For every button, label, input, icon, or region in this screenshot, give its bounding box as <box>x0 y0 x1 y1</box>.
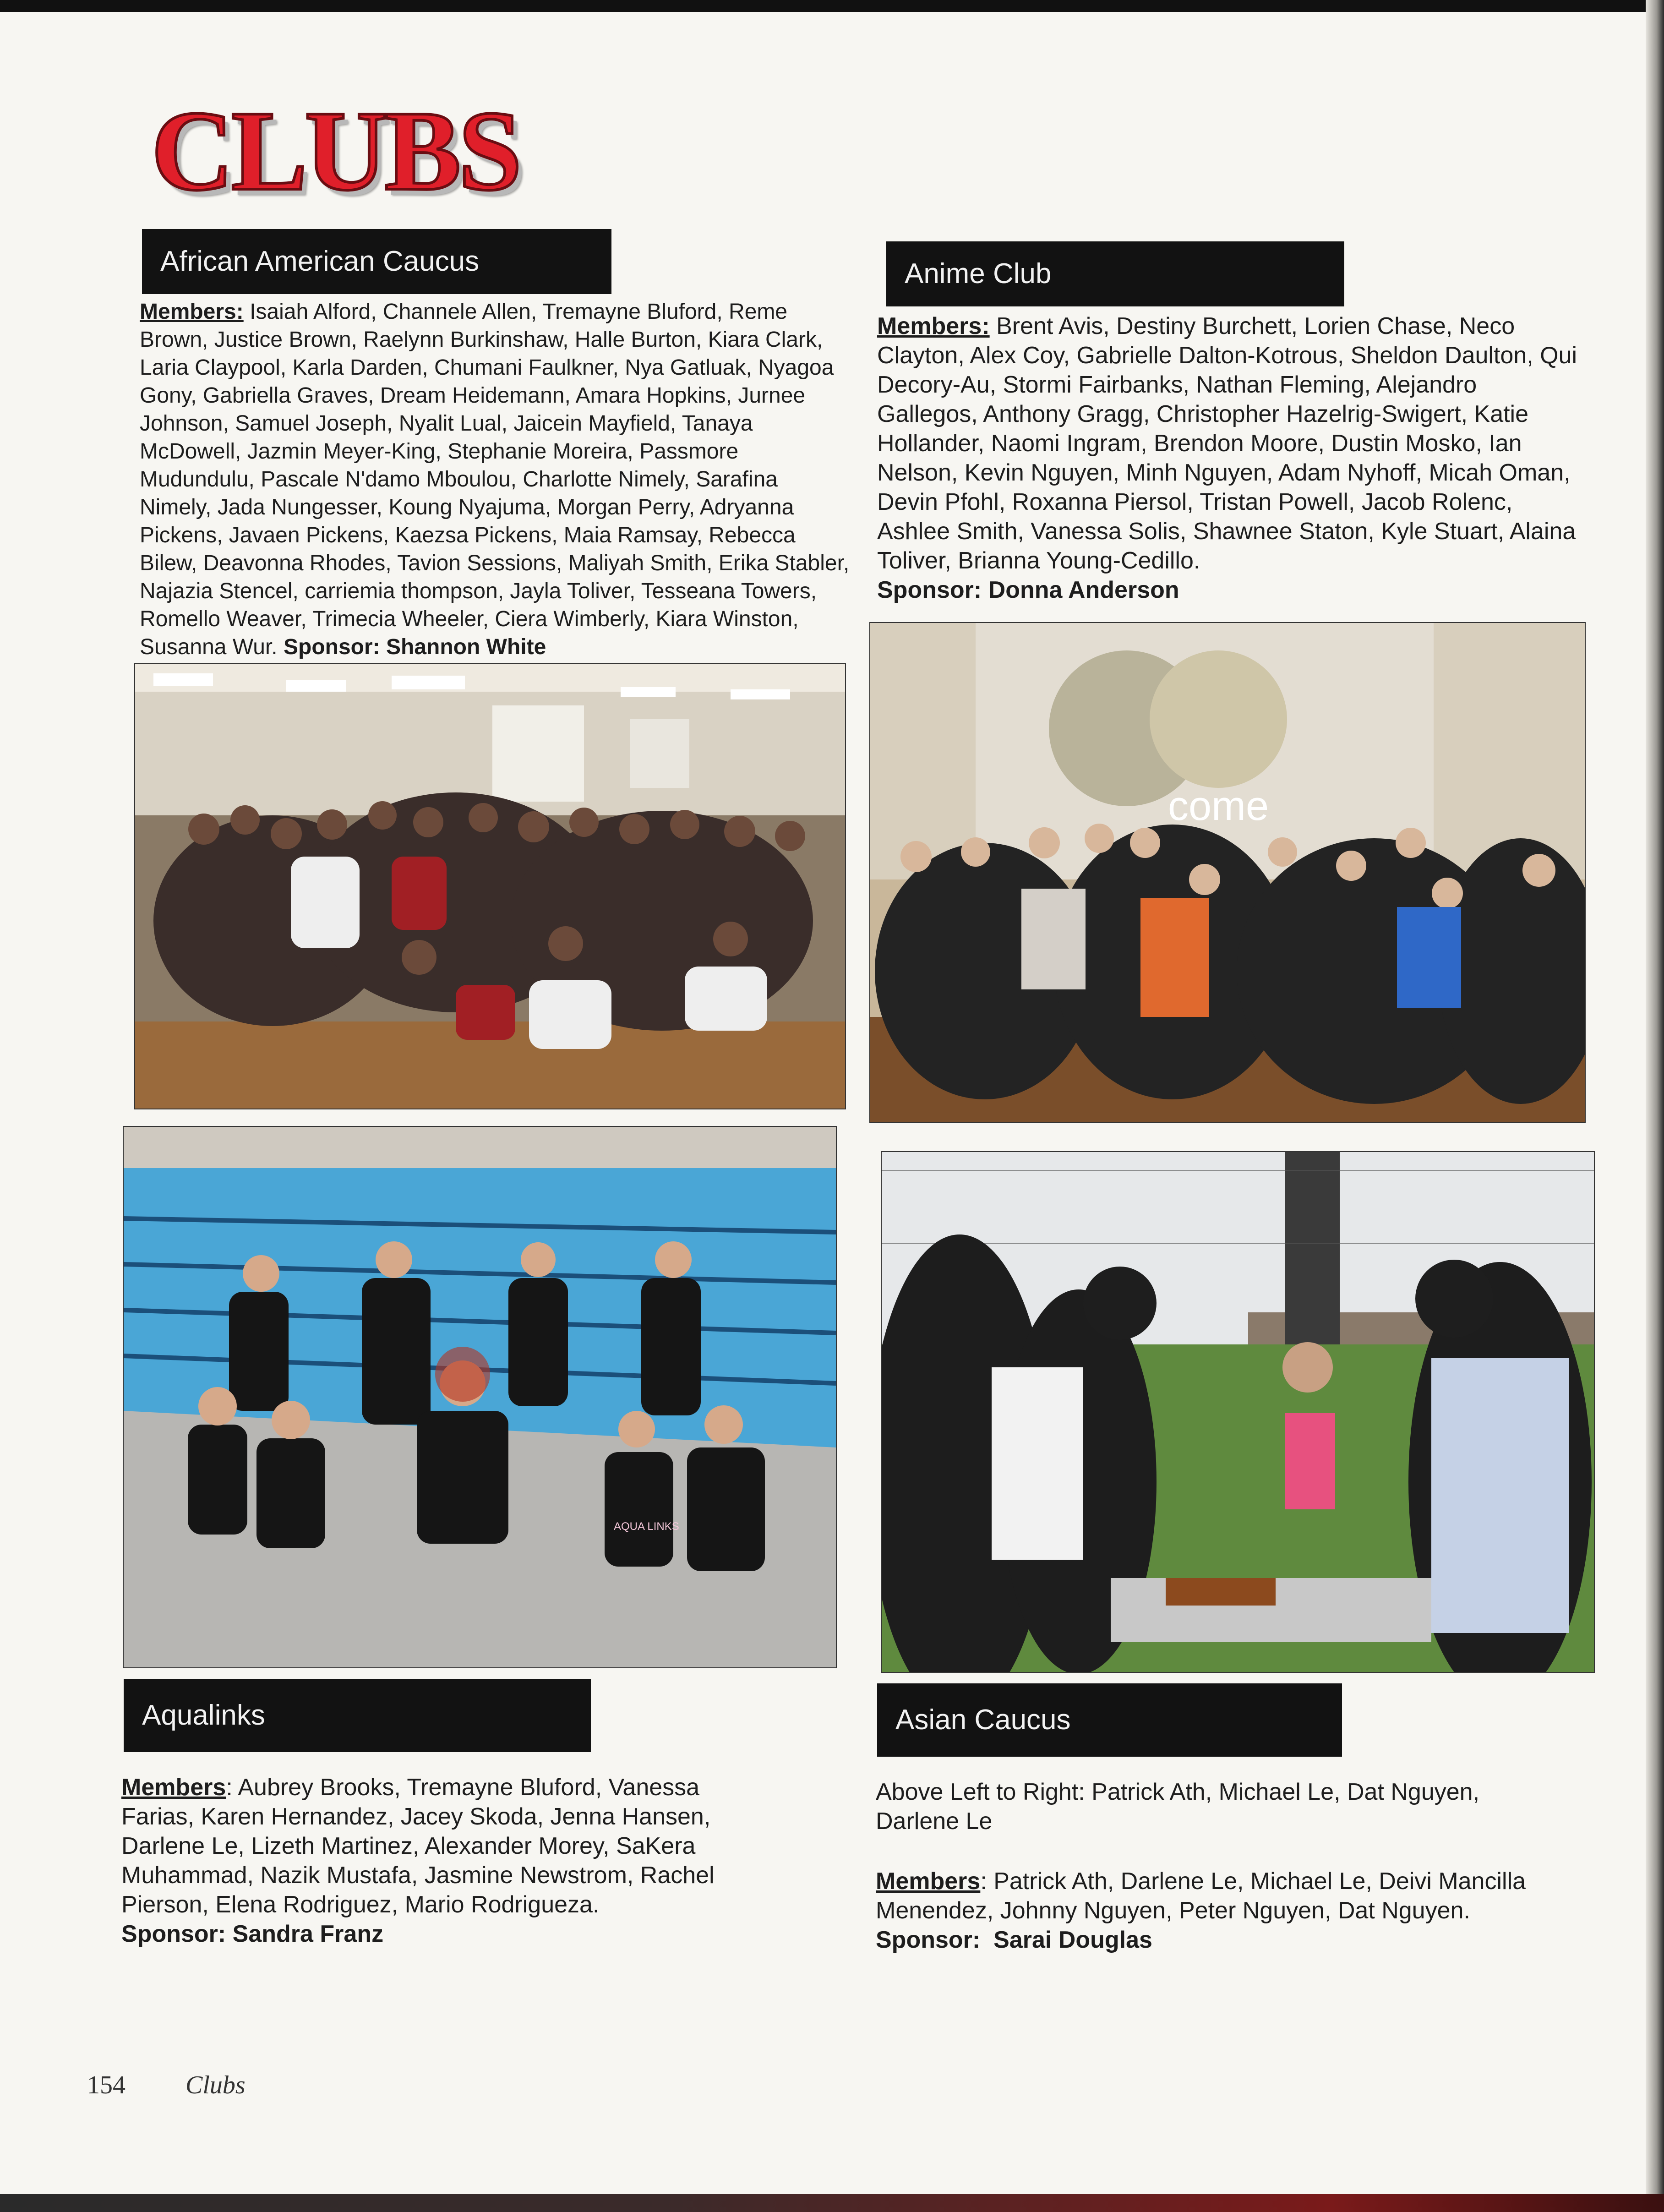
photo-asian-caucus-outdoor <box>882 1152 1594 1672</box>
bottom-edge <box>0 2194 1664 2212</box>
photo-african-american-caucus-group <box>135 664 845 1109</box>
club-name: African American Caucus <box>160 246 480 277</box>
members-list: Isaiah Alford, Channele Allen, Tremayne Bluford, Reme Brown, Justice Brown, Raelynn Burkinshaw, Halle Burton, Kiara Clark, Laria Claypool, Karla Darden, Chumani Faulkner, Nya Gatluak, Nyagoa Gony, Gabriella Graves, Dream Heidemann, Amara Hopkins, Jurnee Johnson, Samuel Joseph, Nyalit Lual, Jaicein Mayfield, Tanaya McDowell, Jazmin Meyer-King, Stephanie Moreira, Passmore Mudundulu, Pascale N'damo Mboulou, Charlotte Nimely, Sarafina Nimely, Jada Nungesser, Koung Nyajuma, Morgan Perry, Adryanna Pickens, Javaen Pickens, Kaezsa Pickens, Maia Ramsay, Rebecca Bilew, Deavonna Rhodes, Tavion Sessions, Maliyah Smith, Erika Stabler, Najazia Stencel, carriemia thompson, Jayla Toliver, Tesseana Towers, Romello Weaver, Trimecia Wheeler, Ciera Wimberly, Kiara Winston, Susanna Wur. <box>140 300 850 659</box>
page-binding-edge <box>1646 0 1664 2212</box>
club-members-aqualinks <box>121 1773 776 1949</box>
projector-text: come <box>1168 783 1269 829</box>
club-members-african-american-caucus <box>140 298 854 661</box>
section-label: Clubs <box>185 2071 246 2099</box>
sponsor-name: Sarai Douglas <box>993 1927 1152 1953</box>
top-edge <box>0 0 1664 12</box>
sponsor-label: Sponsor: <box>876 1927 981 1953</box>
club-caption-asian-caucus <box>876 1777 1554 1836</box>
members-label: Members <box>121 1774 226 1801</box>
page-title: CLUBS <box>151 87 519 214</box>
sponsor-name: Donna Anderson <box>988 577 1179 603</box>
club-members-anime-club <box>877 311 1582 605</box>
club-banner-anime-club <box>886 241 1344 306</box>
club-members-asian-caucus <box>876 1867 1563 1955</box>
sponsor-name: Shannon White <box>386 635 546 659</box>
members-label: Members: <box>140 300 244 324</box>
sponsor-label: Sponsor: <box>283 635 380 659</box>
members-list: : Aubrey Brooks, Tremayne Bluford, Vanessa Farias, Karen Hernandez, Jacey Skoda, Jenna Hansen, Darlene Le, Lizeth Martinez, Alexander Morey, SaKera Muhammad, Nazik Mustafa, Jasmine Newstrom, Rachel Pierson, Elena Rodriguez, Mario Rodrigueza. <box>121 1774 715 1918</box>
club-name: Anime Club <box>905 258 1052 289</box>
club-banner-asian-caucus <box>877 1683 1342 1757</box>
club-name: Aqualinks <box>142 1699 265 1731</box>
sponsor-label: Sponsor: <box>121 1921 226 1947</box>
members-label: Members <box>876 1868 981 1895</box>
photo-anime-club-group <box>870 623 1585 1122</box>
club-name: Asian Caucus <box>895 1704 1071 1736</box>
club-banner-african-american-caucus <box>142 229 611 294</box>
page-number: 154 <box>87 2071 125 2099</box>
sponsor-label: Sponsor: <box>877 577 982 603</box>
members-list: Brent Avis, Destiny Burchett, Lorien Chase, Neco Clayton, Alex Coy, Gabrielle Dalton-Kotrous, Sheldon Daulton, Qui Decory-Au, Stormi Fairbanks, Nathan Fleming, Alejandro Gallegos, Anthony Gragg, Christopher Hazelrig-Swigert, Katie Hollander, Naomi Ingram, Brendon Moore, Dustin Mosko, Ian Nelson, Kevin Nguyen, Minh Nguyen, Adam Nyhoff, Micah Oman, Devin Pfohl, Roxanna Piersol, Tristan Powell, Jacob Rolenc, Ashlee Smith, Vanessa Solis, Shawnee Staton, Kyle Stuart, Alaina Toliver, Brianna Young-Cedillo. <box>877 313 1577 574</box>
shirt-text: AQUA LINKS <box>614 1520 679 1533</box>
photo-aqualinks-pool <box>124 1127 836 1667</box>
sponsor-name: Sandra Franz <box>232 1921 384 1947</box>
members-list: : Patrick Ath, Darlene Le, Michael Le, Deivi Mancilla Menendez, Johnny Nguyen, Peter Nguyen, Dat Nguyen. <box>876 1868 1526 1924</box>
club-banner-aqualinks <box>124 1679 591 1752</box>
photo-caption: Above Left to Right: Patrick Ath, Michael Le, Dat Nguyen, Darlene Le <box>876 1779 1480 1835</box>
members-label: Members: <box>877 313 990 339</box>
